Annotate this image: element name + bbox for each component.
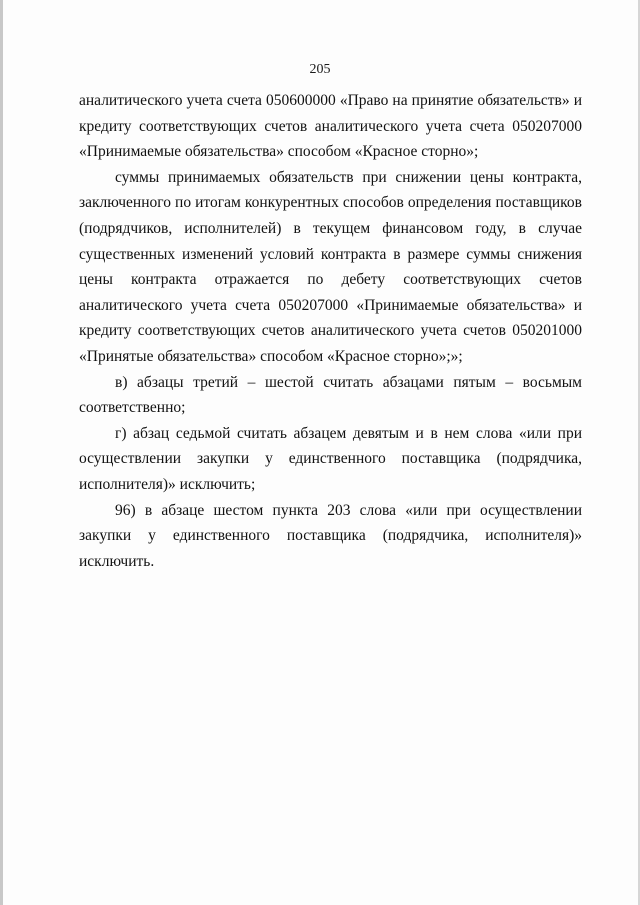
paragraph-continuation: аналитического учета счета 050600000 «Право на принятие обязательств» и кредиту соответствующих счетов аналитического учета счета 050207000 «Принимаемые обязательства» способом «Красное сторно»;	[79, 92, 582, 161]
document-body	[79, 88, 582, 574]
page-number: 205	[309, 62, 331, 77]
paragraph-contract-price-reduction: суммы принимаемых обязательств при снижении цены контракта, заключенного по итогам конкурентных способов определения поставщиков (подрядчиков, исполнителей) в текущем финансовом году, в случае существенных изменений условий контракта в размере суммы снижения цены контракта отражается по дебету соответствующих счетов аналитического учета счета 050207000 «Принимаемые обязательства» и кредиту соответствующих счетов аналитического учета счетов 050201000 «Принятые обязательства» способом «Красное сторно»;»;	[79, 168, 582, 365]
paragraph-item-v: в) абзацы третий – шестой считать абзацами пятым – восьмым соответственно;	[79, 373, 582, 417]
paragraph-item-g: г) абзац седьмой считать абзацем девятым и в нем слова «или при осуществлении закупки у единственного поставщика (подрядчика, исполнителя)» исключить;	[79, 424, 582, 493]
scan-edge-left	[0, 0, 3, 905]
paragraph-item-96: 96) в абзаце шестом пункта 203 слова «или при осуществлении закупки у единственного поставщика (подрядчика, исполнителя)» исключить.	[79, 501, 582, 570]
